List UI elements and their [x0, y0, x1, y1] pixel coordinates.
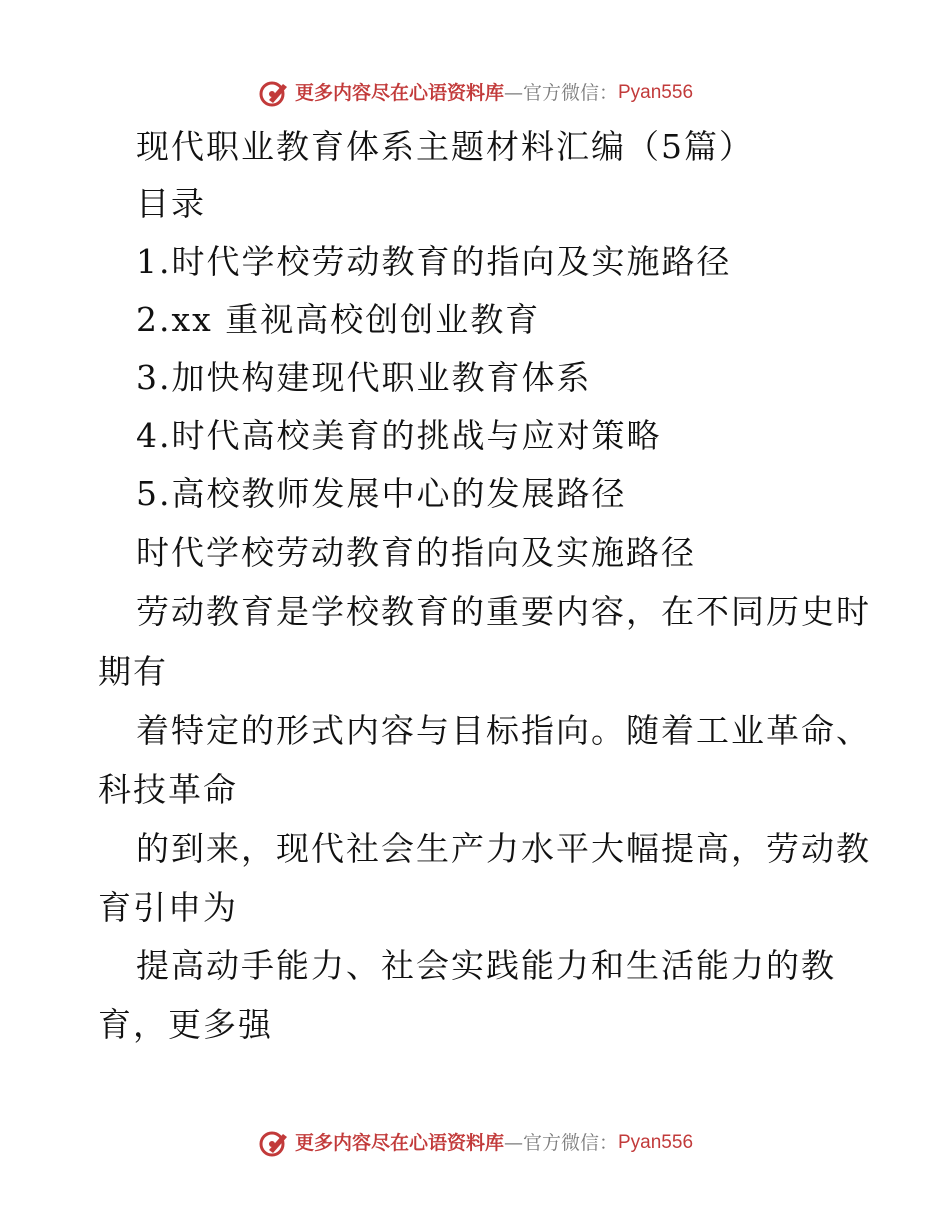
body-line: 着特定的形式内容与目标指向。随着工业革命、	[136, 711, 871, 750]
watermark-official-text: 官方微信：	[522, 82, 618, 104]
watermark-brand-text: 更多内容尽在心语资料库	[294, 1132, 504, 1154]
watermark-dash: —	[503, 82, 523, 104]
body-line: 劳动教育是学校教育的重要内容，在不同历史时	[136, 592, 871, 631]
watermark-wechat-id: Pyan556	[618, 1132, 694, 1153]
watermark-dash: —	[503, 1132, 523, 1154]
body-line: 科技革命	[98, 770, 238, 809]
body-line: 期有	[98, 652, 168, 691]
body-line: 提高动手能力、社会实践能力和生活能力的教	[136, 946, 836, 985]
toc-heading: 目录	[136, 184, 206, 223]
toc-item: 1.时代学校劳动教育的指向及实施路径	[136, 242, 732, 281]
body-line: 的到来，现代社会生产力水平大幅提高，劳动教	[136, 829, 871, 868]
pen-nib-circle-icon	[257, 78, 291, 108]
body-line: 育引申为	[98, 888, 238, 927]
toc-item: 4.时代高校美育的挑战与应对策略	[136, 416, 662, 455]
pen-nib-circle-icon	[257, 1128, 291, 1158]
footer-watermark	[0, 1128, 950, 1158]
body-line: 育，更多强	[98, 1005, 273, 1044]
toc-item: 5.高校教师发展中心的发展路径	[136, 474, 627, 513]
toc-item: 2.xx 重视高校创创业教育	[136, 300, 541, 339]
toc-item: 3.加快构建现代职业教育体系	[136, 358, 592, 397]
watermark-brand-text: 更多内容尽在心语资料库	[294, 82, 504, 104]
header-watermark	[0, 78, 950, 108]
document-title: 现代职业教育体系主题材料汇编（5篇）	[136, 127, 754, 166]
section-title: 时代学校劳动教育的指向及实施路径	[136, 533, 696, 572]
watermark-official-text: 官方微信：	[522, 1132, 618, 1154]
watermark-wechat-id: Pyan556	[618, 82, 694, 103]
